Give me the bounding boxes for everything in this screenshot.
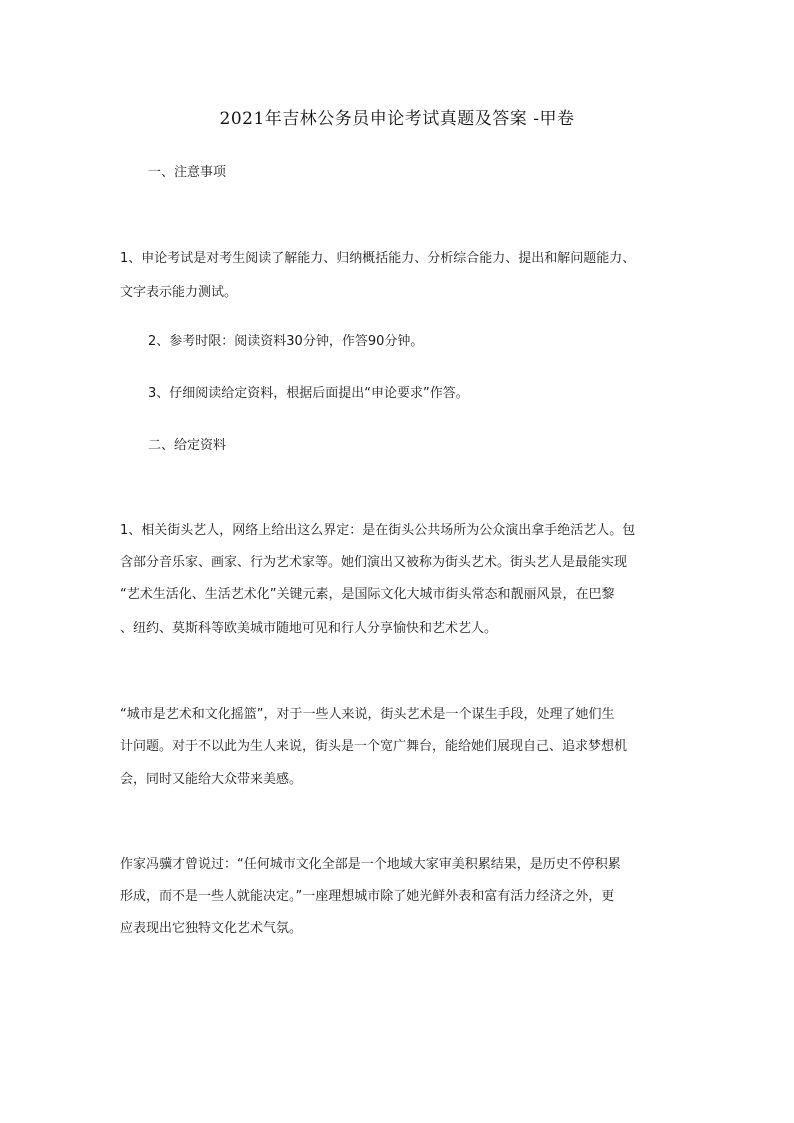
paragraph-2-line-1: “城市是艺术和文化摇篮”，对于一些人来说，街头艺术是一个谋生手段，处理了她们生 — [120, 707, 615, 722]
paragraph-3-line-1: 作家冯骥才曾说过：“任何城市文化全部是一个地域大家审美积累结果，是历史不停积累 — [120, 857, 621, 872]
note-2: 2、参考时限：阅读资料30分钟，作答90分钟。 — [148, 334, 424, 349]
paragraph-1-line-3: “艺术生活化、生活艺术化”关键元素，是国际文化大城市街头常态和靓丽风景，在巴黎 — [120, 587, 615, 602]
paragraph-1-line-2: 含部分音乐家、画家、行为艺术家等。她们演出又被称为街头艺术。街头艺人是最能实现 — [120, 555, 628, 570]
note-1-line-1: 1、申论考试是对考生阅读了解能力、归纳概括能力、分析综合能力、提出和解问题能力、 — [120, 251, 636, 266]
paragraph-3-line-3: 应表现出它独特文化艺术气氛。 — [120, 921, 303, 936]
note-1-line-2: 文字表示能力测试。 — [120, 285, 238, 300]
paragraph-1-line-1: 1、相关街头艺人，网络上给出这么界定：是在街头公共场所为公众演出拿手绝活艺人。包 — [120, 523, 636, 538]
section-heading-notes: 一、注意事项 — [148, 165, 227, 180]
paragraph-1-line-4: 、纽约、莫斯科等欧美城市随地可见和行人分享愉快和艺术艺人。 — [120, 621, 498, 636]
paragraph-3-line-2: 形成，而不是一些人就能决定。”一座理想城市除了她光鲜外表和富有活力经济之外，更 — [120, 889, 615, 904]
paragraph-2-line-2: 计问题。对于不以此为生人来说，街头是一个宽广舞台，能给她们展现自己、追求梦想机 — [120, 739, 628, 754]
note-3: 3、仔细阅读给定资料，根据后面提出“申论要求”作答。 — [148, 386, 469, 401]
paragraph-2-line-3: 会，同时又能给大众带来美感。 — [120, 772, 303, 787]
section-heading-materials: 二、给定资料 — [148, 438, 227, 453]
document-title: 2021年吉林公务员申论考试真题及答案 -甲卷 — [219, 109, 575, 129]
